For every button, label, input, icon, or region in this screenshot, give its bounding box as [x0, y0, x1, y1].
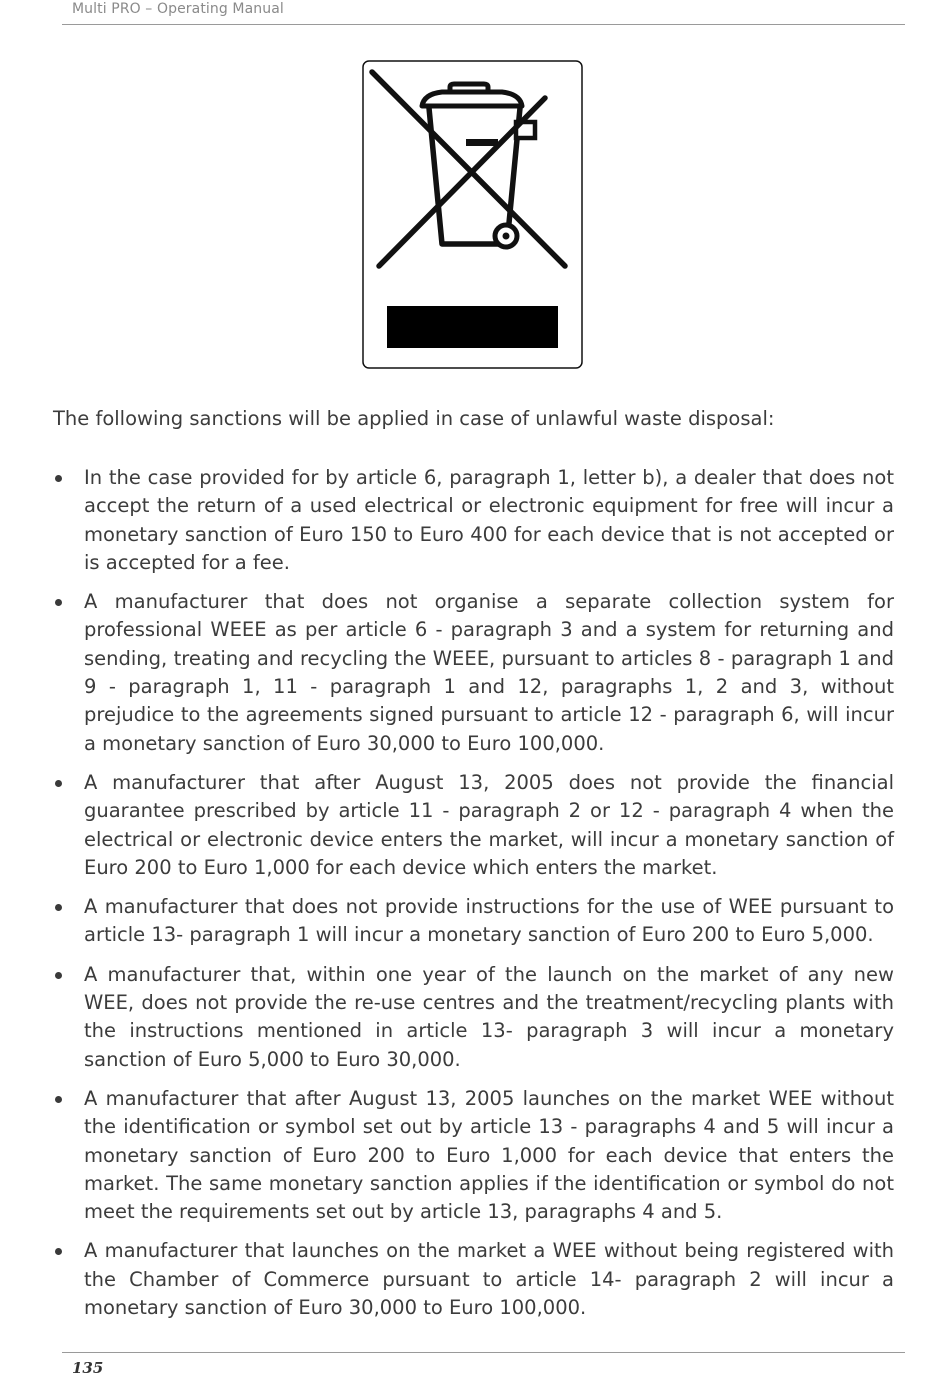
bullet-icon	[55, 475, 62, 482]
list-item-text: A manufacturer that after August 13, 2005 launches on the market WEE without the identification or symbol set out by article 13 - paragraphs 4 and 5 will incur a monetary sanction of Euro 200 to Euro 1,000 for each device that enters the market. The same monetary sanction applies if the identification or symbol do not meet the requirements set out by article 13, paragraphs 4 and 5.	[84, 1086, 894, 1224]
bullet-icon	[55, 780, 62, 787]
list-item	[53, 464, 894, 577]
list-item-text: A manufacturer that after August 13, 2005 does not provide the financial guarantee prescribed by article 11 - paragraph 2 or 12 - paragraph 4 when the electrical or electronic device enters the market, will incur a monetary sanction of Euro 200 to Euro 1,000 for each device which enters the market.	[84, 770, 894, 879]
intro-paragraph: The following sanctions will be applied in case of unlawful waste disposal:	[53, 407, 775, 430]
crossed-out-wheelie-bin-icon	[362, 60, 583, 369]
list-item-text: A manufacturer that does not organise a separate collection system for professional WEEE as per article 6 - paragraph 3 and a system for returning and sending, treating and recycling the WEEE, pursuant to articles 8 - paragraph 1 and 9 - paragraph 1, 11 - paragraph 1 and 12, paragraphs 1, 2 and 3, without prejudice to the agreements signed pursuant to article 12 - paragraph 6, will incur a monetary sanction of Euro 30,000 to Euro 100,000.	[84, 590, 894, 755]
bullet-icon	[55, 599, 62, 606]
running-header: Multi PRO – Operating Manual	[72, 1, 284, 17]
bullet-icon	[55, 1248, 62, 1255]
bullet-icon	[55, 904, 62, 911]
list-item	[53, 961, 894, 1074]
bullet-icon	[55, 1096, 62, 1103]
footer-divider	[62, 1352, 905, 1353]
list-item-text: A manufacturer that launches on the market a WEE without being registered with the Chamber of Commerce pursuant to article 14- paragraph 2 will incur a monetary sanction of Euro 30,000 to Euro 100,000.	[84, 1239, 894, 1320]
list-item	[53, 769, 894, 882]
sanctions-list	[53, 464, 894, 1333]
header-divider	[62, 24, 905, 25]
page-number: 135	[72, 1359, 104, 1377]
bullet-icon	[55, 972, 62, 979]
list-item	[53, 1237, 894, 1322]
list-item	[53, 1085, 894, 1226]
list-item-text: A manufacturer that does not provide instructions for the use of WEE pursuant to article 13- paragraph 1 will incur a monetary sanction of Euro 200 to Euro 5,000.	[84, 895, 894, 947]
list-item	[53, 588, 894, 758]
list-item-text: In the case provided for by article 6, paragraph 1, letter b), a dealer that does not accept the return of a used electrical or electronic equipment for free will incur a monetary sanction of Euro 150 to Euro 400 for each device that is not accepted or is accepted for a fee.	[84, 466, 894, 574]
list-item-text: A manufacturer that, within one year of the launch on the market of any new WEE, does not provide the re-use centres and the treatment/recycling plants with the instructions mentioned in article 13- paragraph 3 will incur a monetary sanction of Euro 5,000 to Euro 30,000.	[84, 962, 894, 1071]
list-item	[53, 893, 894, 950]
